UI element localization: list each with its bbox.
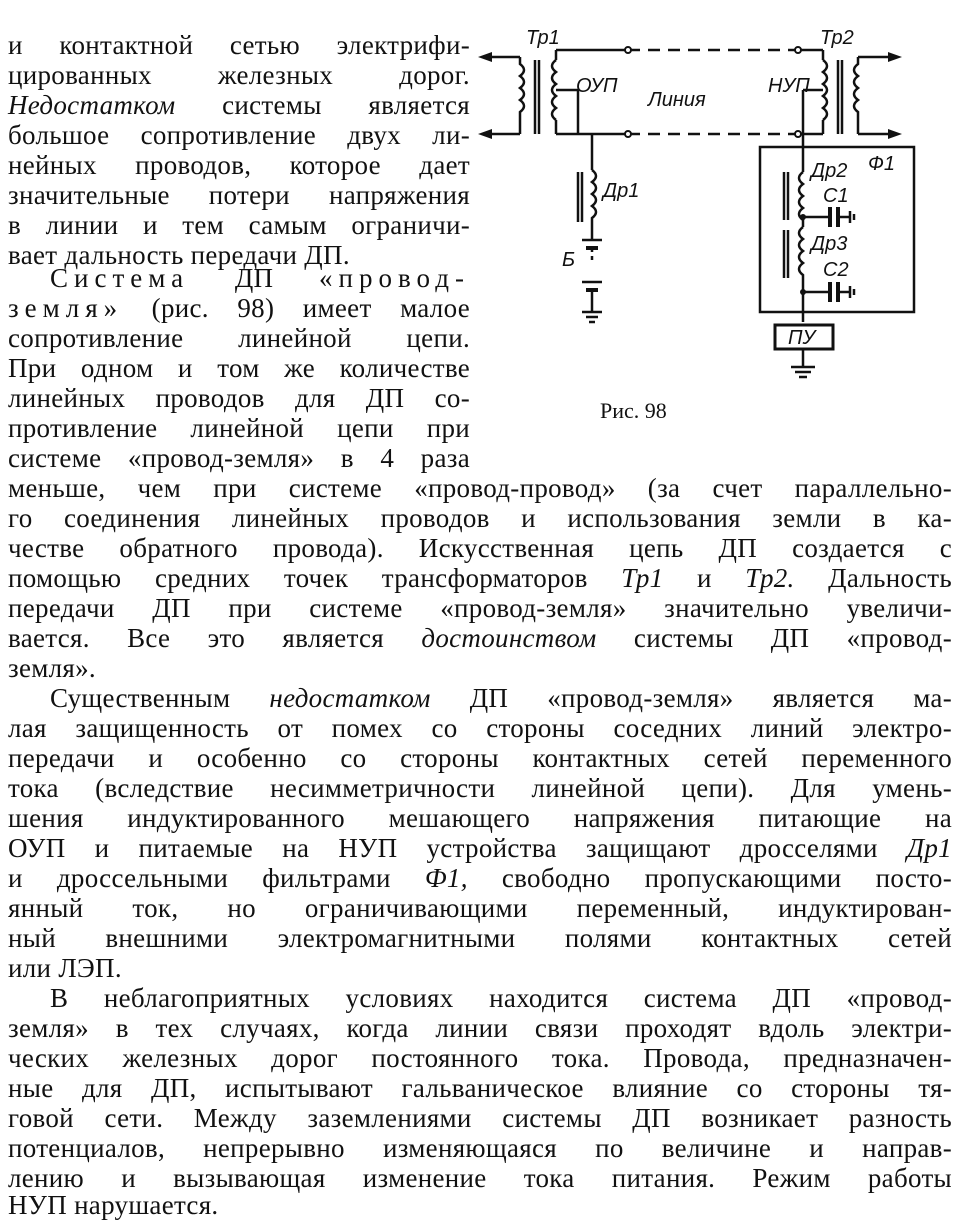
figure-caption: Рис. 98 xyxy=(600,398,667,423)
italic-term: Недостатком xyxy=(8,90,176,120)
italic-term: Ф1, xyxy=(424,863,468,893)
italic-term: недостатком xyxy=(269,683,431,713)
text-line: меньше, чем при системе «провод-провод» (за счет параллельно- xyxy=(8,473,952,503)
text-line: линейных проводов для ДП со- xyxy=(8,383,470,413)
text-line: НУП нарушается. xyxy=(8,1190,219,1220)
label-dr1: Др1 xyxy=(603,180,640,202)
italic-term: Др1 xyxy=(906,833,952,863)
text-line: Существенным недостатком ДП «провод-земля» является ма- xyxy=(50,683,953,713)
text-line: земля». xyxy=(8,653,96,683)
text-line: потенциалов, непрерывно изменяющаяся по величине и направ- xyxy=(8,1133,952,1163)
label-dr2: Др2 xyxy=(811,160,848,182)
spaced-term: Система xyxy=(50,263,190,293)
label-f1: Ф1 xyxy=(868,153,896,175)
text-line: го соединения линейных проводов и использования земли в ка- xyxy=(8,503,952,533)
text-line: и контактной сетью электрифи- xyxy=(8,30,470,60)
text-line: В неблагоприятных условиях находится система ДП «провод- xyxy=(50,983,952,1013)
label-c1: С1 xyxy=(823,185,849,207)
label-tr2: Тр2 xyxy=(820,27,854,49)
text-line: При одном и том же количестве xyxy=(8,353,470,383)
dr3-choke xyxy=(799,227,803,322)
text-line: вается. Все это является достоинством системы ДП «провод- xyxy=(8,623,952,653)
text-line: Недостатком системы является xyxy=(8,90,470,120)
text-line: передачи ДП при системе «провод-земля» значительно увеличи- xyxy=(8,593,952,623)
italic-term: достоинством xyxy=(421,623,597,653)
spaced-term: «провод- xyxy=(319,263,470,293)
text-line: янный ток, но ограничивающими переменный, индуктирован- xyxy=(8,893,952,923)
text-line: помощью средних точек трансформаторов Тр1 и Тр2. Дальность xyxy=(8,563,952,593)
text-line: цированных железных дорог. xyxy=(8,60,470,90)
label-c2: С2 xyxy=(823,259,849,281)
text-line: передачи и особенно со стороны контактных сетей переменного xyxy=(8,743,952,773)
tr2-primary-winding xyxy=(823,60,827,120)
circuit-diagram xyxy=(478,22,958,392)
text-line: ный внешними электромагнитными полями контактных сетей xyxy=(8,923,952,953)
text-line: говой сети. Между заземлениями системы ДП возникает разность xyxy=(8,1103,952,1133)
text-line: тока (вследствие несимметричности линейной цепи). Для умень- xyxy=(8,773,952,803)
label-dr3: Др3 xyxy=(811,233,848,255)
tr2-secondary-winding xyxy=(854,57,858,134)
tr1-secondary-winding xyxy=(552,60,556,120)
text-line: нейных проводов, которое дает xyxy=(8,150,470,180)
text-line: ческих железных дорог постоянного тока. Провода, предназначен- xyxy=(8,1043,952,1073)
text-line: и дроссельными фильтрами Ф1, свободно пропускающими посто- xyxy=(8,863,952,893)
label-tr1: Тр1 xyxy=(526,27,560,49)
text-line: земля» (рис. 98) имеет малое xyxy=(8,293,470,323)
text-line: значительные потери напряжения xyxy=(8,180,470,210)
italic-term: Тр1 xyxy=(621,563,664,593)
text-line: противление линейной цепи при xyxy=(8,413,470,443)
label-pu: ПУ xyxy=(788,327,816,349)
text-line: ные для ДП, испытывают гальваническое влияние со стороны тя- xyxy=(8,1073,952,1103)
text-line: лая защищенность от помех со стороны соседних линий электро- xyxy=(8,713,952,743)
label-nup: НУП xyxy=(768,75,810,97)
text-line: шения индуктированного мешающего напряжения питающие на xyxy=(8,803,952,833)
text-line: в линии и тем самым ограничи- xyxy=(8,210,470,240)
text-line: лению и вызывающая изменение тока питания. Режим работы xyxy=(8,1163,952,1193)
label-oup: ОУП xyxy=(576,75,618,97)
text-line: ОУП и питаемые на НУП устройства защищают дросселями Др1 xyxy=(8,833,952,863)
text-line: земля» в тех случаях, когда линии связи проходят вдоль электри- xyxy=(8,1013,952,1043)
text-line: большое сопротивление двух ли- xyxy=(8,120,470,150)
italic-term: Тр2. xyxy=(745,563,795,593)
label-b: Б xyxy=(562,249,576,271)
spaced-term: земля» xyxy=(8,293,124,323)
text-line: системе «провод-земля» в 4 раза xyxy=(8,443,470,473)
text-line: сопротивление линейной цепи. xyxy=(8,323,470,353)
text-line: или ЛЭП. xyxy=(8,953,122,983)
tr1-primary-winding xyxy=(520,57,524,134)
dr1-choke xyxy=(592,170,596,240)
text-line: вает дальность передачи ДП. xyxy=(8,240,350,270)
label-liniya: Линия xyxy=(648,89,706,111)
text-line: Система ДП «провод- xyxy=(50,263,470,293)
text-line: честве обратного провода). Искусственная цепь ДП создается с xyxy=(8,533,952,563)
